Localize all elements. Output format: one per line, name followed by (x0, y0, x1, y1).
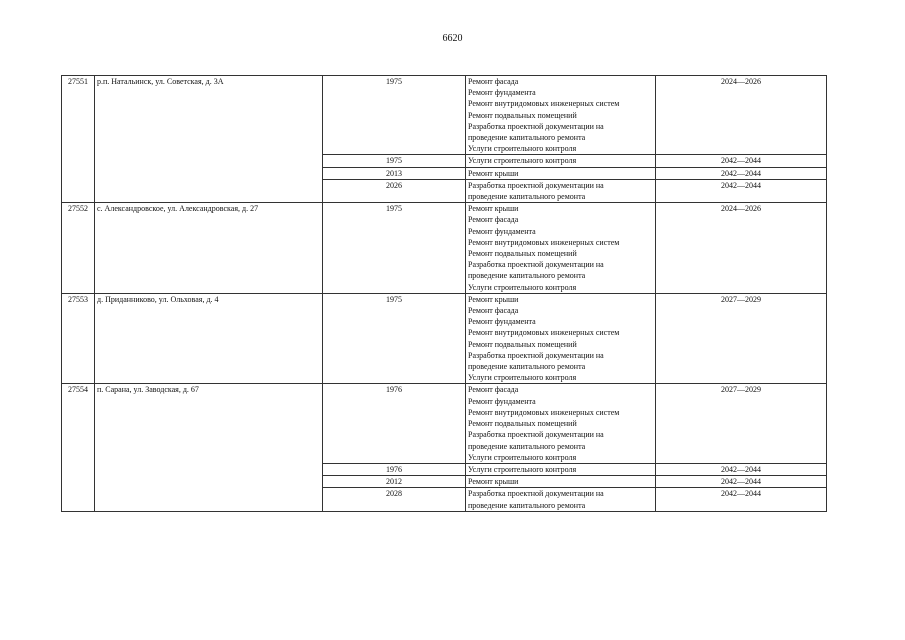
work-item: Ремонт подвальных помещений (468, 339, 577, 349)
period: 2042—2044 (656, 179, 827, 202)
address: п. Сарана, ул. Заводская, д. 67 (95, 384, 323, 511)
year: 1976 (323, 384, 466, 463)
work-item: Ремонт фундамента (468, 88, 536, 98)
work-item: Ремонт внутридомовых инженерных систем (468, 99, 620, 109)
year: 1976 (323, 463, 466, 475)
works-list (466, 76, 656, 155)
work-item: Услуги строительного контроля (468, 464, 577, 474)
table-row (62, 293, 827, 384)
work-item: проведение капитального ремонта (468, 133, 586, 143)
works-list (466, 155, 656, 167)
repair-schedule-table (61, 75, 827, 512)
work-item: Услуги строительного контроля (468, 144, 577, 154)
work-item: Услуги строительного контроля (468, 452, 577, 462)
year: 2028 (323, 488, 466, 511)
work-item: Разработка проектной документации на (468, 180, 604, 190)
year: 2013 (323, 167, 466, 179)
period: 2042—2044 (656, 463, 827, 475)
work-item: Ремонт крыши (468, 168, 519, 178)
table-row (62, 76, 827, 155)
work-item: Ремонт подвальных помещений (468, 419, 577, 429)
year: 2012 (323, 476, 466, 488)
period: 2042—2044 (656, 476, 827, 488)
period: 2027—2029 (656, 293, 827, 384)
year: 1975 (323, 203, 466, 294)
work-item: Разработка проектной документации на (468, 350, 604, 360)
work-item: Ремонт фундамента (468, 317, 536, 327)
address: с. Александровское, ул. Александровская, д. 27 (95, 203, 323, 294)
object-id: 27551 (62, 76, 95, 203)
work-item: Ремонт внутридомовых инженерных систем (468, 407, 620, 417)
work-item: Ремонт внутридомовых инженерных систем (468, 328, 620, 338)
table-row (62, 384, 827, 463)
period: 2024—2026 (656, 203, 827, 294)
year: 1975 (323, 76, 466, 155)
page-number: 6620 (442, 33, 463, 44)
work-item: проведение капитального ремонта (468, 271, 586, 281)
year: 1975 (323, 293, 466, 384)
work-item: проведение капитального ремонта (468, 362, 586, 372)
work-item: проведение капитального ремонта (468, 441, 586, 451)
works-list (466, 476, 656, 488)
period: 2042—2044 (656, 167, 827, 179)
period: 2027—2029 (656, 384, 827, 463)
work-item: Ремонт крыши (468, 204, 519, 214)
works-list (466, 179, 656, 202)
work-item: проведение капитального ремонта (468, 500, 586, 510)
work-item: Ремонт крыши (468, 294, 519, 304)
work-item: Ремонт фундамента (468, 226, 536, 236)
table-row (62, 203, 827, 294)
work-item: Ремонт фасада (468, 385, 519, 395)
work-item: Услуги строительного контроля (468, 156, 577, 166)
work-item: Ремонт фасада (468, 215, 519, 225)
work-item: Ремонт подвальных помещений (468, 110, 577, 120)
period: 2042—2044 (656, 155, 827, 167)
works-list (466, 384, 656, 463)
address: д. Приданниково, ул. Ольховая, д. 4 (95, 293, 323, 384)
work-item: Ремонт фасада (468, 306, 519, 316)
work-item: Разработка проектной документации на (468, 489, 604, 499)
year: 2026 (323, 179, 466, 202)
works-list (466, 488, 656, 511)
works-list (466, 463, 656, 475)
object-id: 27553 (62, 293, 95, 384)
works-list (466, 293, 656, 384)
period: 2042—2044 (656, 488, 827, 511)
work-item: Ремонт крыши (468, 477, 519, 487)
work-item: Разработка проектной документации на (468, 430, 604, 440)
object-id: 27552 (62, 203, 95, 294)
work-item: Разработка проектной документации на (468, 260, 604, 270)
works-list (466, 167, 656, 179)
address: р.п. Натальинск, ул. Советская, д. 3А (95, 76, 323, 203)
work-item: Услуги строительного контроля (468, 373, 577, 383)
object-id: 27554 (62, 384, 95, 511)
work-item: Услуги строительного контроля (468, 282, 577, 292)
work-item: Ремонт внутридомовых инженерных систем (468, 237, 620, 247)
work-item: проведение капитального ремонта (468, 192, 586, 202)
works-list (466, 203, 656, 294)
year: 1975 (323, 155, 466, 167)
work-item: Ремонт фасада (468, 77, 519, 86)
period: 2024—2026 (656, 76, 827, 155)
work-item: Разработка проектной документации на (468, 121, 604, 131)
work-item: Ремонт фундамента (468, 396, 536, 406)
work-item: Ремонт подвальных помещений (468, 249, 577, 259)
